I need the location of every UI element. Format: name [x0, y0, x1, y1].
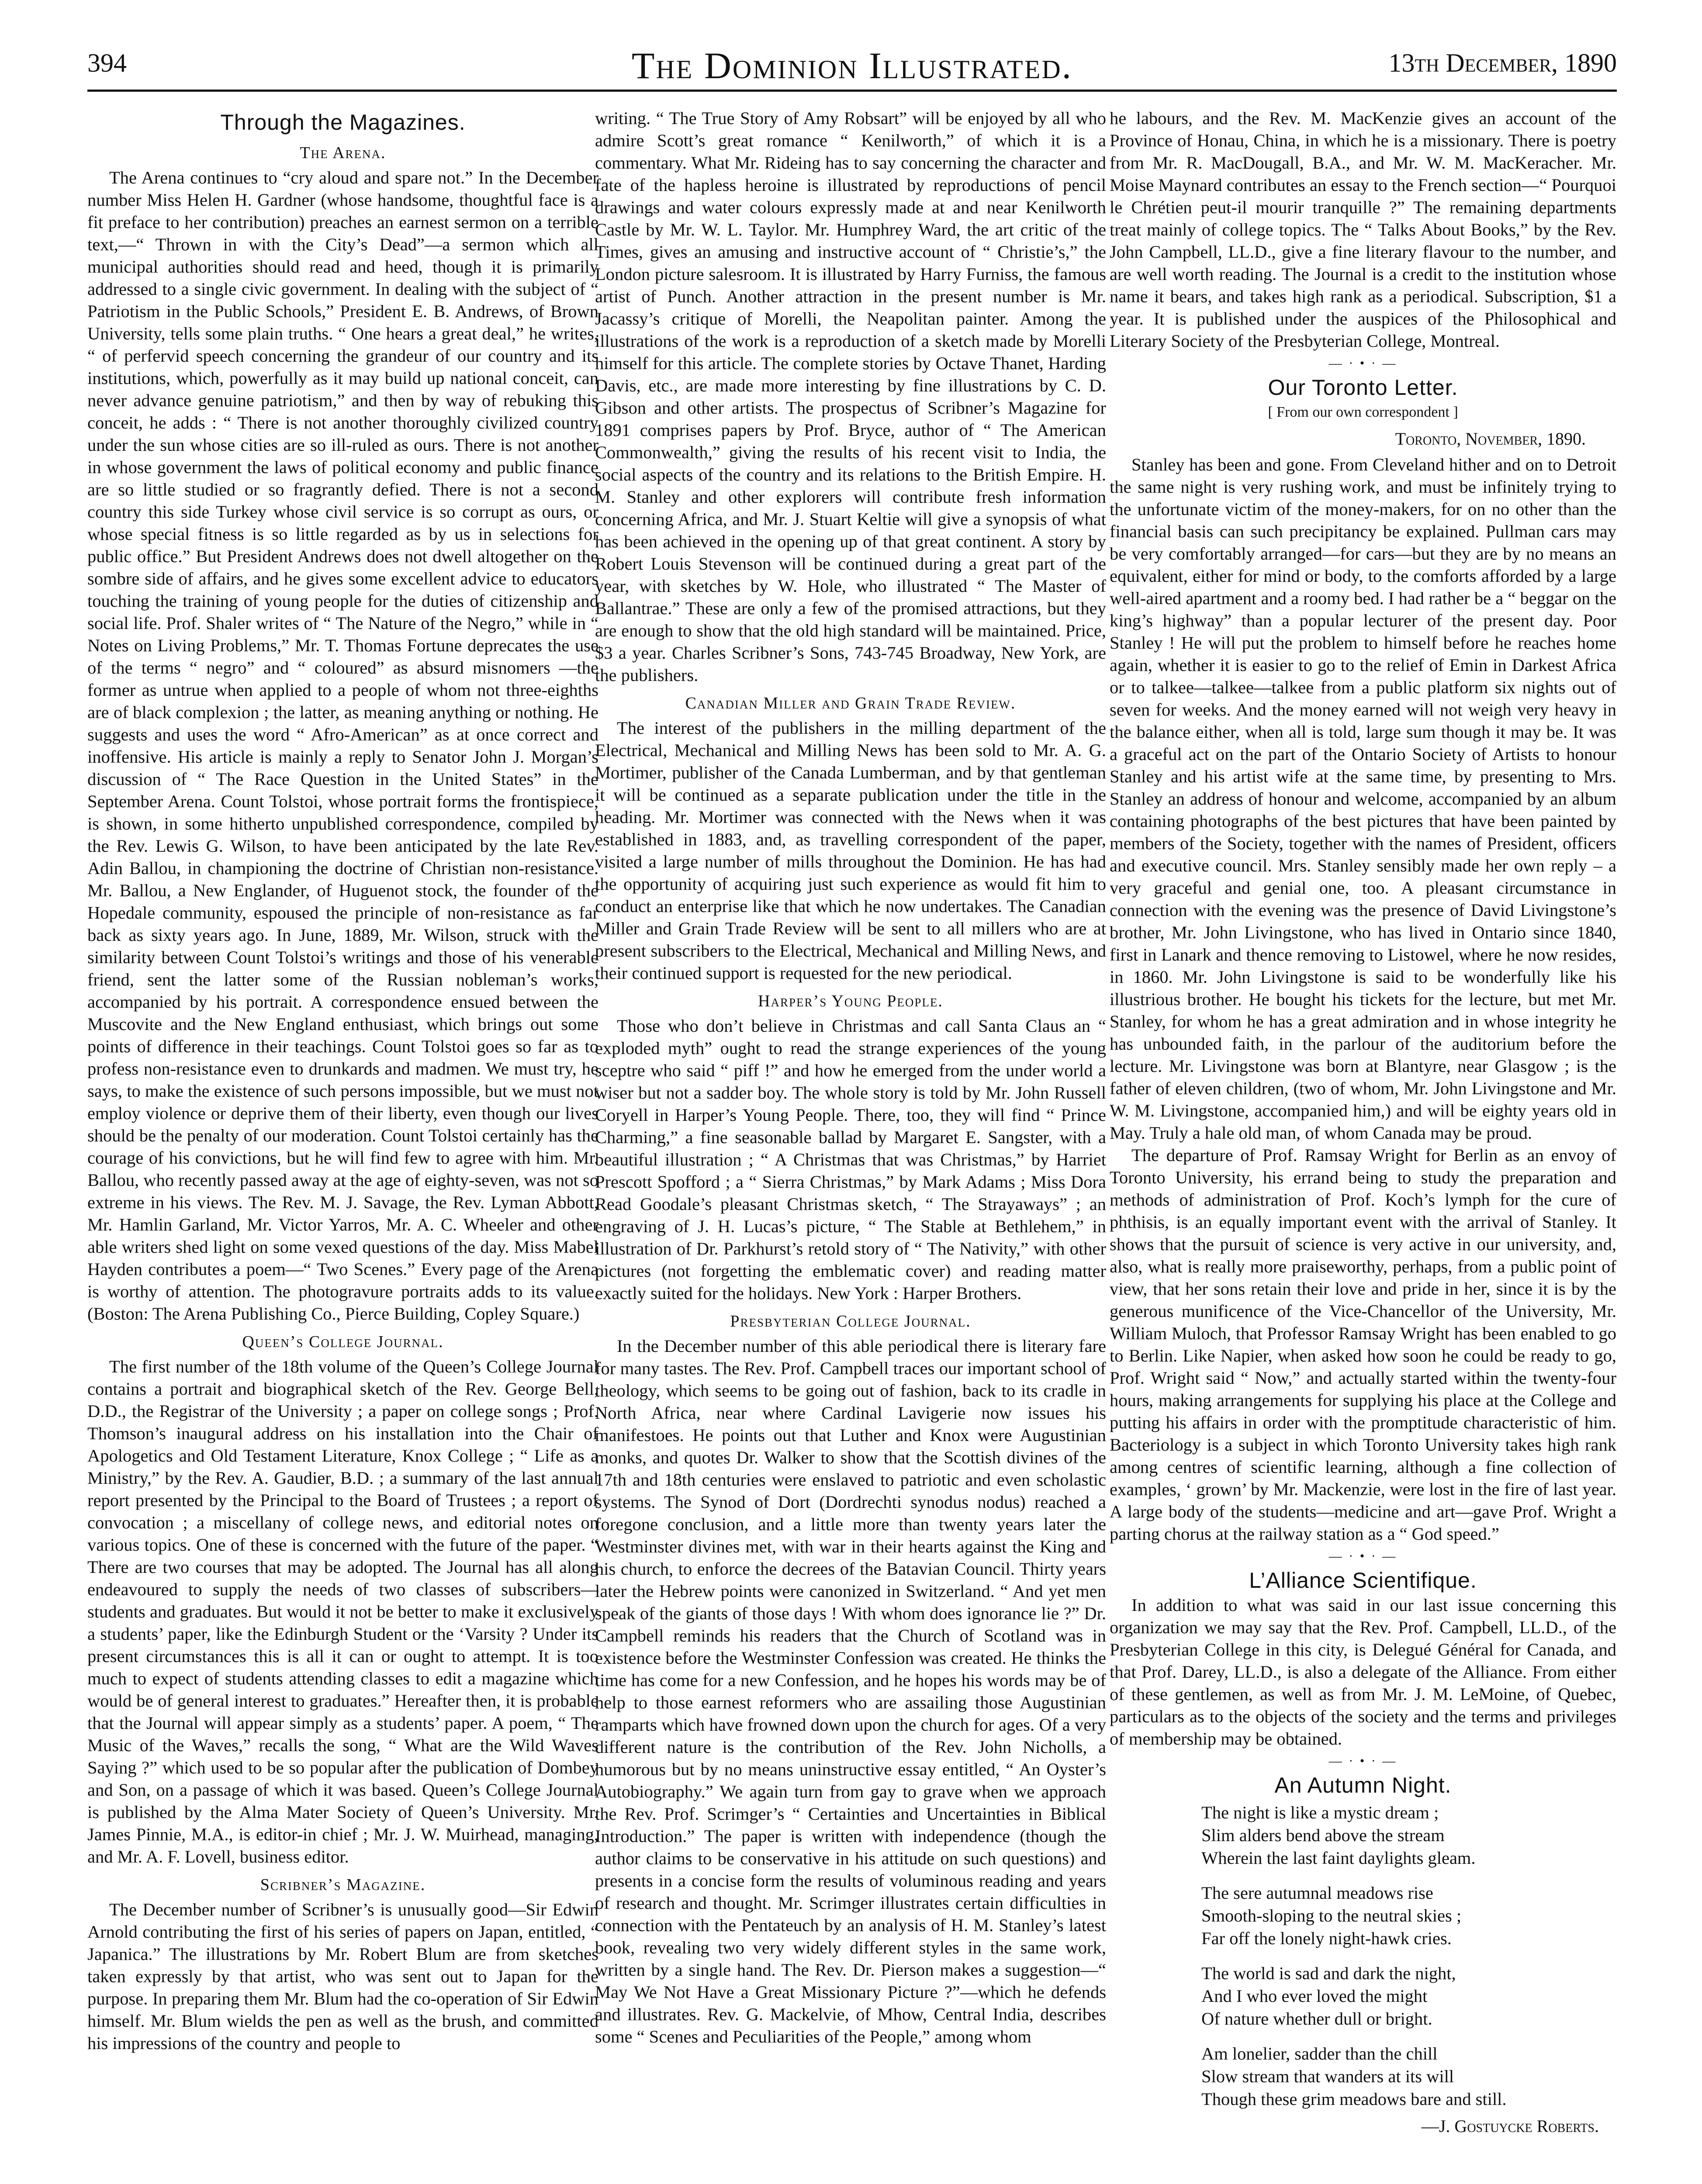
toronto-paragraph-2: The departure of Prof. Ramsay Wright for Berlin as an envoy of Toronto University, his errand being to study the preparation and methods of administration of Prof. Koch’s lymph for the cure of phthisis, is an equally important event with the arrival of Stanley. It shows that the pursuit of science is very active in our university, and, also, what is really more praiseworthy, perhaps, from a public point of view, that her sons retain their love and pride in her, since it is by the generous munificence of the Vice-Chancellor of the University, Mr. William Muloch, that Professor Ramsay Wright has been enabled to go to Berlin. Like Napier, when asked how soon he could be ready to go, Prof. Wright said “ Now,” and actually started within the twenty-four hours, making arrangements for supplying his place at the College and putting his affairs in order with the promptitude characteristic of him. Bacteriology is a subject in which Toronto University takes high rank among centres of scientific learning, although a fine collection of examples, ‘ grown’ by Mr. Mackenzie, were lost in the fire of last year. A large body of the students—medicine and art—gave Prof. Wright a parting chorus at the railway station as a “ God speed.” — [1110, 1145, 1616, 1544]
article-scribners-continued: writing. “ The True Story of Amy Robsart” will be enjoyed by all who admire Scott’s great romance “ Kenilworth,” of which it is a commentary. What Mr. Rideing has to say concerning the character and fate of the hapless heroine is illustrated by reproductions of pencil drawings and water colours expressly made at and near Kenilworth Castle by Mr. W. L. Taylor. Mr. Humphrey Ward, the art critic of the Times, gives an amusing and instructive account of “ Christie’s,” the London picture salesroom. It is illustrated by Harry Furniss, the famous artist of Punch. Another attraction in the present number is Mr. Jacassy’s critique of Morelli, the Neapolitan painter. Among the illustrations of the work is a reproduction of a sketch made by Morelli himself for this article. The complete stories by Octave Thanet, Harding Davis, etc., are made more interesting by fine illustrations by C. D. Gibson and other artists. The prospectus of Scribner’s Magazine for 1891 comprises papers by Prof. Bryce, author of “ The American Commonwealth,” giving the results of his recent visit to India, the social aspects of the country and its relations to the British Empire. H. M. Stanley and other explorers will contribute fresh information concerning Africa, and Mr. J. Stuart Keltie will give a synopsis of what has been achieved in the opening up of that great continent. A story by Robert Louis Stevenson will be continued during a great part of the year, with sketches by W. Hole, who illustrated “ The Master of Ballantrae.” These are only a few of the promised attractions, but they are enough to show that the old high standard will be maintained. Price, $3 a year. Charles Scribner’s Sons, 743-745 Broadway, New York, are the publishers. — [595, 108, 1106, 685]
column-2 — [595, 107, 1106, 2184]
poem-line: Smooth-sloping to the neutral skies ; — [1201, 1906, 1462, 1925]
ornament-separator: — · • · — — [1328, 1754, 1398, 1768]
article-queens-journal: The first number of the 18th volume of the Queen’s College Journal contains a portrait and biographical sketch of the Rev. George Bell, D.D., the Registrar of the University ; a paper on college songs ; Prof. Thomson’s inaugural address on his installation into the Chair of Apologetics and Old Testament Literature, Knox College ; “ Life as a Ministry,” by the Rev. A. Gaudier, B.D. ; a summary of the last annual report presented by the Principal to the Board of Trustees ; a report of convocation ; a miscellany of college news, and editorial notes on various topics. One of these is concerned with the future of the paper. “ There are two courses that may be adopted. The Journal has all along endeavoured to supply the needs of two classes of subscribers—students and graduates. But would it not be better to make it exclusively a students’ paper, like the Edinburgh Student or the ‘Varsity ? Under its present circumstances this is all it can or ought to attempt. It is too much to expect of students attending classes to edit a magazine which would be of general interest to graduates.” Hereafter then, it is probable that the Journal will appear simply as a students’ paper. A poem, “ The Music of the Waves,” recalls the song, “ What are the Wild Waves Saying ?” which used to be so popular after the publication of Dombey and Son, on a passage of which it was based. Queen’s College Journal is published by the Alma Mater Society of Queen’s University. Mr. James Pinnie, M.A., is editor-in chief ; Mr. J. W. Muirhead, managing, and Mr. A. F. Lovell, business editor. — [87, 1357, 598, 1866]
section-heading-alliance: L’Alliance Scientifique. — [1249, 1568, 1477, 1593]
article-harpers: Those who don’t believe in Christmas and call Santa Claus an “ exploded myth” ought to read the strange experiences of the young sceptre who said “ piff !” and how he emerged from the under world a wiser but not a sadder boy. The whole story is told by Mr. John Russell Coryell in Harper’s Young People. There, too, they will find “ Prince Charming,” a fine seasonable ballad by Margaret E. Sangster, with a beautiful illustration ; “ A Christmas that was Christmas,” by Harriet Prescott Spofford ; a “ Sierra Christmas,” by Mark Adams ; Miss Dora Read Goodale’s pleasant Christmas sketch, “ The Strayaways” ; an engraving of J. H. Lucas’s picture, “ The Stable at Bethlehem,” in illustration of Dr. Parkhurst’s retold story of “ The Nativity,” with other pictures (not forgetting the emblematic cover) and reading matter exactly suited for the holidays. New York : Harper Brothers. — [595, 1016, 1106, 1303]
column-1 — [87, 107, 598, 2184]
poem-line: Of nature whether dull or bright. — [1201, 2009, 1432, 2028]
subheading-arena: The Arena. — [300, 144, 386, 162]
article-presbyterian-continued: he labours, and the Rev. M. MacKenzie gives an account of the Province of Honau, China, in which he is a missionary. There is poetry from Mr. R. MacDougall, B.A., and Mr. W. M. MacKeracher. Mr. Moise Maynard contributes an essay to the French section—“ Pourquoi le Chrétien peut-il mourir tranquille ?” The remaining departments treat mainly of college topics. The “ Talks About Books,” by the Rev. John Campbell, LL.D., give a fine literary flavour to the number, and are well worth reading. The Journal is a credit to the institution whose name it bears, and takes high rank as a periodical. Subscription, $1 a year. It is published under the auspices of the Philosophical and Literary Society of the Presbyterian College, Montreal. — [1110, 108, 1616, 351]
poem-line: Though these grim meadows bare and still. — [1201, 2089, 1507, 2109]
correspondent-note: [ From our own correspondent ] — [1268, 404, 1458, 420]
poem-signature: —J. Gostuycke Roberts. — [1421, 2116, 1599, 2136]
poem-line: Slow stream that wanders at its will — [1201, 2067, 1454, 2086]
issue-date: 13th December, 1890 — [1388, 48, 1617, 77]
poem-title: An Autumn Night. — [1274, 1773, 1452, 1797]
poem-stanza — [1201, 1882, 1616, 1950]
page-number: 394 — [87, 48, 127, 77]
subheading-harpers: Harper’s Young People. — [758, 992, 943, 1010]
article-scribners: The December number of Scribner’s is unusually good—Sir Edwin Arnold contributing the first of his series of papers on Japan, entitled, “ Japanica.” The illustrations by Mr. Robert Blum are from sketches taken expressly by that artist, who was sent out to Japan for the purpose. In preparing them Mr. Blum had the co-operation of Sir Edwin himself. Mr. Blum wields the pen as well as the brush, and committed his impressions of the country and people to — [87, 1900, 598, 2053]
poem-stanza — [1201, 1801, 1616, 1870]
poem-stanza — [1201, 1962, 1616, 2030]
page-header — [87, 44, 1617, 92]
header-rule — [87, 90, 1617, 92]
poem-line: Wherein the last faint daylights gleam. — [1201, 1848, 1476, 1868]
poem-line: The world is sad and dark the night, — [1201, 1963, 1456, 1983]
masthead-title: The Dominion Illustrated. — [631, 45, 1073, 86]
poem-line: Am lonelier, sadder than the chill — [1201, 2044, 1438, 2063]
toronto-paragraph-1: Stanley has been and gone. From Cleveland hither and on to Detroit the same night is very rushing work, and must be infinitely trying to the unfortunate victim of the money-makers, for on no other than the financial basis can such precipitancy be explained. Pullman cars may be very comfortably arranged—for cars—but they are by no means an equivalent, either for mind or body, to the comforts afforded by a large well-aired apartment and a roomy bed. I had rather be a “ beggar on the king’s highway” than a popular lecturer of the present day. Poor Stanley ! He will put the problem to himself before he reaches home again, whether it is easier to go to the relief of Emin in Darkest Africa or to talkee—talkee—talkee from a public platform six nights out of seven for weeks. And the money earned will not weigh very heavy in the balance either, when all is told, large sum though it may be. It was a graceful act on the part of the Ontario Society of Artists to honour Stanley and his artist wife at the same time, by presenting to Mrs. Stanley an address of honour and welcome, accompanied by an album containing photographs of the best pictures that have been painted by members of the Society, together with the names of President, officers and executive council. Mrs. Stanley sensibly made her own reply – a very graceful and genial one, too. A pleasant circumstance in connection with the evening was the presence of David Livingstone’s brother, Mr. John Livingstone, who has lived in Ontario since 1840, first in Lanark and thence removing to Listowel, where he now resides, in 1860. Mr. John Livingstone is said to be wonderfully like his illustrious brother. He bought his tickets for the lecture, but met Mr. Stanley, for whom he has a great admiration and in whose integrity he has unbounded faith, in the parlour of the auditorium before the lecture. Mr. Livingstone was born at Blantyre, near Glasgow ; is the father of eleven children, (two of whom, Mr. John Livingstone and Mr. W. M. Livingstone, accompanied him,) and will be eighty years old in May. Truly a hale old man, of whom Canada may be proud. — [1110, 455, 1616, 1143]
dateline: Toronto, November, 1890. — [1395, 429, 1586, 449]
poem-line: Slim alders bend above the stream — [1201, 1825, 1445, 1845]
subheading-queens: Queen’s College Journal. — [242, 1333, 444, 1351]
article-presbyterian: In the December number of this able periodical there is literary fare for many tastes. The Rev. Prof. Campbell traces our important school of theology, which seems to be going out of fashion, back to its cradle in North Africa, near where Cardinal Lavigerie now issues his manifestoes. He points out that Luther and Knox were Augustinian monks, and quotes Dr. Walker to show that the Scottish divines of the 17th and 18th centuries were enslaved to patriotic and even scholastic systems. The Synod of Dort (Dordrechti synodus nodus) reached a foregone conclusion, and a little more than twenty years later the Westminster divines met, with war in their hearts against the King and his church, to enforce the decrees of the Batavian Council. Thirty years later the Hebrew points were canonized in Switzerland. “ And yet men speak of the giants of those days ! With whom does ignorance lie ?” Dr. Campbell reminds his readers that the Church of Scotland was in existence before the Westminster Confession was created. He thinks the time has come for a new Confession, and he hopes his words may be of help to those earnest reformers who are assailing those Augustinian ramparts which have frowned down upon the church for ages. Of a very different nature is the contribution of the Rev. John Nicholls, a humorous but by no means uninstructive essay entitled, “ An Oyster’s Autobiography.” We again turn from gay to grave when we approach the Rev. Prof. Scrimger’s “ Certainties and Uncertainties in Biblical Introduction.” The paper is written with independence (though the author claims to be conservative in his attitude on such questions) and presents in a concise form the results of voluminous reading and years of research and thought. Mr. Scrimger illustrates certain difficulties in connection with the Pentateuch by an analysis of H. M. Stanley’s latest book, revealing two very widely different styles in the same work, written by a single hand. The Rev. Dr. Pierson makes a suggestion—“ May We Not Have a Great Missionary Picture ?”—which he defends and illustrates. Rev. G. Mackelvie, of Mhow, Central India, describes some “ Scenes and Peculiarities of the People,” among whom — [595, 1336, 1106, 2046]
ornament-separator: — · • · — — [1328, 1549, 1398, 1563]
section-heading-magazines: Through the Magazines. — [220, 110, 466, 135]
subheading-scribners: Scribner’s Magazine. — [260, 1876, 426, 1894]
subheading-canadian-miller: Canadian Miller and Grain Trade Review. — [685, 694, 1016, 712]
section-heading-toronto: Our Toronto Letter. — [1268, 375, 1458, 400]
subheading-presbyterian: Presbyterian College Journal. — [730, 1312, 971, 1330]
poem-body — [1110, 1801, 1616, 2111]
article-arena: The Arena continues to “cry aloud and spare not.” In the December number Miss Helen H. Gardner (whose handsome, thoughtful face is a fit preface to her contribution) preaches an earnest sermon on a terrible text,—“ Thrown in with the City’s Dead”—a sermon which all municipal authorities should read and heed, though it is primarily addressed to a single civic government. In dealing with the subject of “ Patriotism in the Public Schools,” President E. B. Andrews, of Brown University, tells some plain truths. “ One hears a great deal,” he writes, “ of perfervid speech concerning the grandeur of our country and its institutions, which, powerfully as it may build up national conceit, can never advance genuine patriotism,” and then by way of rebuking this conceit, he adds : “ There is not another thoroughly civilized country under the sun whose cities are so ill-ruled as ours. There is not another in whose government the laws of political economy and public finance are so little studied or so fragrantly defied. There is not a second country this side Turkey whose civil service is so corrupt as ours, or whose special fitness is so little regarded as by us in selections for public office.” But President Andrews does not dwell altogether on the sombre side of affairs, and he gives some excellent advice to educators touching the training of young people for the duties of citizenship and social life. Prof. Shaler writes of “ The Nature of the Negro,” while in “ Notes on Living Problems,” Mr. T. Thomas Fortune deprecates the use of the terms “ negro” and “ coloured” as absurd misnomers —the former as untrue when applied to a people of whom not three-eighths are of black complexion ; the latter, as meaning anything or nothing. He suggests and uses the word “ Afro-American” as at once correct and inoffensive. His article is mainly a reply to Senator John J. Morgan’s discussion of “ The Race Question in the United States” in the September Arena. Count Tolstoi, whose portrait forms the frontispiece, is shown, in some hitherto unpublished correspondence, compiled by the Rev. Lewis G. Wilson, to have been anticipated by the late Rev. Adin Ballou, in championing the doctrine of Christian non-resistance. Mr. Ballou, a New Englander, of Huguenot stock, the founder of the Hopedale community, espoused the principle of non-resistance as far back as sixty years ago. In June, 1889, Mr. Wilson, struck with the similarity between Count Tolstoi’s writings and those of his venerable friend, sent the latter some of the Russian nobleman’s works, accompanied by his portrait. A correspondence ensued between the Muscovite and the New England enthusiast, which brings out some points of difference in their teachings. Count Tolstoi goes so far as to profess non-resistance even to drunkards and madmen. We must try, he says, to make the existence of such persons impossible, but we must not employ violence or deprive them of their liberty, even though our lives should be the penalty of our moderation. Count Tolstoi certainly has the courage of his convictions, but he will find few to agree with him. Mr. Ballou, who recently passed away at the age of eighty-seven, was not so extreme in his views. The Rev. M. J. Savage, the Rev. Lyman Abbott, Mr. Hamlin Garland, Mr. Victor Yarros, Mr. A. C. Wheeler and other able writers shed light on some vexed questions of the day. Miss Mabel Hayden contributes a poem—“ Two Scenes.” Every page of the Arena is worthy of attention. The photogravure portraits adds to its value. (Boston: The Arena Publishing Co., Pierce Building, Copley Square.) — [87, 168, 598, 1324]
article-alliance: In addition to what was said in our last issue concerning this organization we may say that the Rev. Prof. Campbell, LL.D., of the Presbyterian College in this city, is Delegué Général for Canada, and that Prof. Darey, LL.D., is also a delegate of the Alliance. From either of these gentlemen, as well as from Mr. J. M. LeMoine, of Quebec, particulars as to the objects of the society and the terms and privileges of membership may be obtained. — [1110, 1595, 1616, 1749]
article-canadian-miller: The interest of the publishers in the milling department of the Electrical, Mechanical and Milling News has been sold to Mr. A. G. Mortimer, publisher of the Canada Lumberman, and by that gentleman it will be continued as a separate publication under the title in the heading. Mr. Mortimer was connected with the News when it was established in 1883, and, as travelling correspondent of the paper, visited a large number of mills throughout the Dominion. He has had the opportunity of acquiring just such experience as would fit him to conduct an enterprise like that which he now undertakes. The Canadian Miller and Grain Trade Review will be sent to all millers who are at present subscribers to the Electrical, Mechanical and Milling News, and their continued support is requested for the new periodical. — [595, 718, 1106, 983]
poem-line: Far off the lonely night-hawk cries. — [1201, 1928, 1452, 1948]
poem-stanza — [1201, 2042, 1616, 2111]
poem-line: The night is like a mystic dream ; — [1201, 1803, 1439, 1822]
ornament-separator: — · • · — — [1328, 356, 1398, 370]
poem-line: The sere autumnal meadows rise — [1201, 1883, 1433, 1903]
column-3 — [1110, 107, 1616, 2184]
poem-line: And I who ever loved the might — [1201, 1986, 1428, 2006]
